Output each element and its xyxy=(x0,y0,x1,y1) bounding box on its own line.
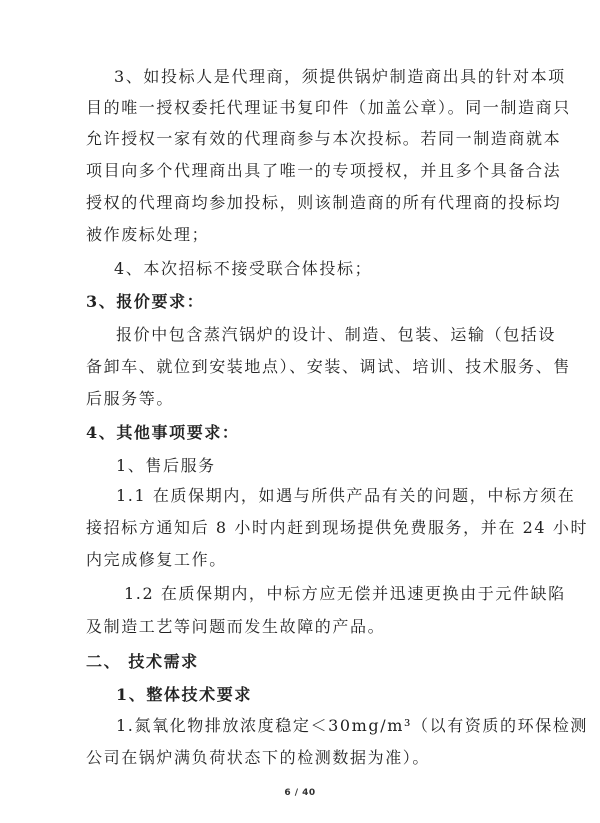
paragraph-line: 1.2 在质保期内，中标方应无偿并迅速更换由于元件缺陷 xyxy=(124,584,566,603)
paragraph-line: 备卸车、就位到安装地点）、安装、调试、培训、技术服务、售 xyxy=(86,357,571,376)
page-number: 6 / 40 xyxy=(284,788,316,798)
paragraph-line: 公司在锅炉满负荷状态下的检测数据为准）。 xyxy=(86,748,431,767)
paragraph-line: 项目向多个代理商出具了唯一的专项授权，并且多个具备合法 xyxy=(86,161,562,180)
paragraph-line: 允许授权一家有效的代理商参与本次投标。若同一制造商就本 xyxy=(86,129,562,148)
section-heading: 二、 技术需求 xyxy=(86,652,199,671)
paragraph-line: 3、如投标人是代理商，须提供锅炉制造商出具的针对本项 xyxy=(114,67,566,86)
paragraph-line: 4、本次招标不接受联合体投标； xyxy=(114,259,373,278)
paragraph-line: 授权的代理商均参加投标，则该制造商的所有代理商的投标均 xyxy=(86,193,562,212)
paragraph-line: 被作废标处理； xyxy=(86,225,210,244)
paragraph-line: 后服务等。 xyxy=(86,389,175,408)
subsection-heading: 1、整体技术要求 xyxy=(116,685,252,704)
section-heading: 4、其他事项要求： xyxy=(86,423,240,442)
paragraph-line: 1.1 在质保期内，如遇与所供产品有关的问题，中标方须在 xyxy=(116,486,576,505)
paragraph-line: 接招标方通知后 8 小时内赶到现场提供免费服务，并在 24 小时 xyxy=(86,518,589,537)
paragraph-line: 内完成修复工作。 xyxy=(86,550,227,569)
paragraph-line: 及制造工艺等问题而发生故障的产品。 xyxy=(86,617,386,636)
paragraph-line: 目的唯一授权委托代理证书复印件（加盖公章）。同一制造商只 xyxy=(86,98,571,117)
paragraph-line: 报价中包含蒸汽锅炉的设计、制造、包装、运输（包括设 xyxy=(116,325,557,344)
paragraph-line: 1.氮氧化物排放浓度稳定＜30mg/m³（以有资质的环保检测 xyxy=(116,716,589,735)
section-heading: 3、报价要求： xyxy=(86,292,205,311)
subsection-heading: 1、售后服务 xyxy=(116,456,216,475)
